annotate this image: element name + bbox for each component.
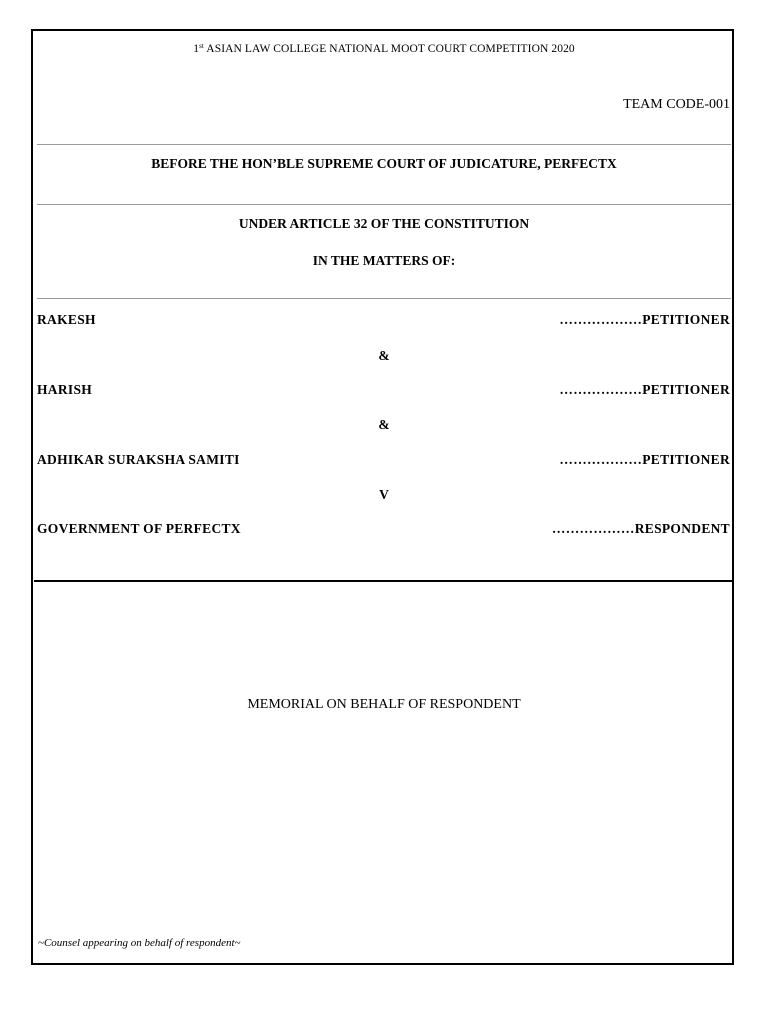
- competition-title: [0, 42, 768, 55]
- article-heading: UNDER ARTICLE 32 OF THE CONSTITUTION: [238, 216, 530, 231]
- party-name: RAKESH: [37, 312, 96, 327]
- matters-heading: IN THE MATTERS OF:: [312, 253, 456, 268]
- competition-name: ASIAN LAW COLLEGE NATIONAL MOOT COURT COMPETITION 2020: [203, 43, 575, 55]
- counsel-note: ~Counsel appearing on behalf of respondent~: [38, 937, 241, 949]
- party-name: GOVERNMENT OF PERFECTX: [37, 521, 241, 536]
- versus-separator: V: [379, 487, 389, 502]
- party-separator: &: [378, 417, 390, 432]
- divider-rule: [37, 144, 731, 145]
- divider-rule-heavy: [34, 580, 733, 582]
- divider-rule: [37, 204, 731, 205]
- team-code: TEAM CODE-001: [623, 97, 730, 112]
- party-role: ………………RESPONDENT: [551, 521, 730, 536]
- memorial-title: MEMORIAL ON BEHALF OF RESPONDENT: [247, 697, 521, 712]
- party-role: ………………PETITIONER: [559, 312, 730, 327]
- party-separator: &: [378, 348, 390, 363]
- party-role: ………………PETITIONER: [559, 452, 730, 467]
- party-name: ADHIKAR SURAKSHA SAMITI: [37, 452, 240, 467]
- competition-prefix: 1: [193, 43, 200, 55]
- party-name: HARISH: [37, 382, 93, 397]
- court-heading: BEFORE THE HON’BLE SUPREME COURT OF JUDICATURE, PERFECTX: [151, 156, 617, 171]
- divider-rule: [37, 298, 731, 299]
- competition-ordinal-suffix: st: [199, 42, 204, 50]
- party-role: ………………PETITIONER: [559, 382, 730, 397]
